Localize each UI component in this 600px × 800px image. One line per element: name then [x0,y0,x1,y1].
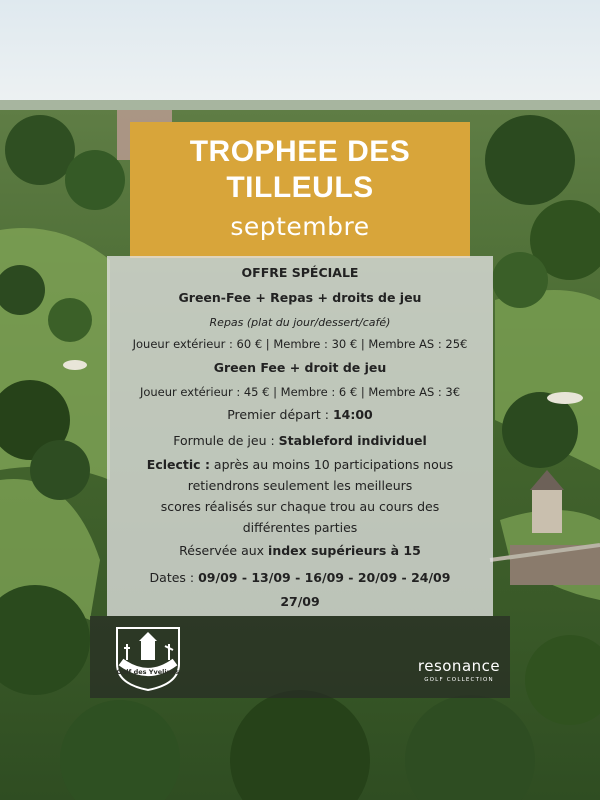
resonance-brand [406,657,512,683]
event-month: septembre [230,212,370,241]
title-banner [130,122,470,258]
game-format [107,433,493,448]
dates-label: Dates : [149,570,199,585]
first-start [107,407,493,422]
eclectic-line-1 [107,457,493,472]
dates-line-1 [107,570,493,585]
eclectic-line-2: retiendrons seulement les meilleurs [187,478,413,493]
game-format-value: Stableford individuel [278,433,427,448]
game-format-label: Formule de jeu : [173,433,279,448]
brand-name: resonance [417,657,501,675]
package1-title: Green-Fee + Repas + droits de jeu [178,290,422,305]
package1-prices: Joueur extérieur : 60 € | Membre : 30 € | Membre AS : 25€ [132,337,468,351]
package1-note: Repas (plat du jour/dessert/café) [209,316,391,329]
reserved-value: index supérieurs à 15 [268,543,421,558]
reserved-for [107,543,493,558]
eclectic-line-3: scores réalisés sur chaque trou au cours des [160,499,440,514]
package2-prices: Joueur extérieur : 45 € | Membre : 6 € | Membre AS : 3€ [139,385,461,399]
first-start-value: 14:00 [332,407,373,422]
eclectic-label: Eclectic : [146,457,210,472]
dates-line-2: 27/09 [280,594,320,609]
offer-heading: OFFRE SPÉCIALE [241,265,359,280]
event-title-line-2: TILLEULS [226,171,374,204]
reserved-label: Réservée aux [179,543,269,558]
golf-des-yvelines-logo [113,624,183,692]
first-start-label: Premier départ : [227,407,333,422]
eclectic-line-4: différentes parties [242,520,358,535]
dates-value-1: 09/09 - 13/09 - 16/09 - 20/09 - 24/09 [198,570,451,585]
eclectic-text-1: après au moins 10 participations nous [209,457,454,472]
event-title-line-1: TROPHEE DES [189,135,411,168]
logo-text: Golf des Yvelines [116,668,180,676]
package2-title: Green Fee + droit de jeu [213,360,387,375]
brand-subtitle: GOLF COLLECTION [424,677,494,683]
